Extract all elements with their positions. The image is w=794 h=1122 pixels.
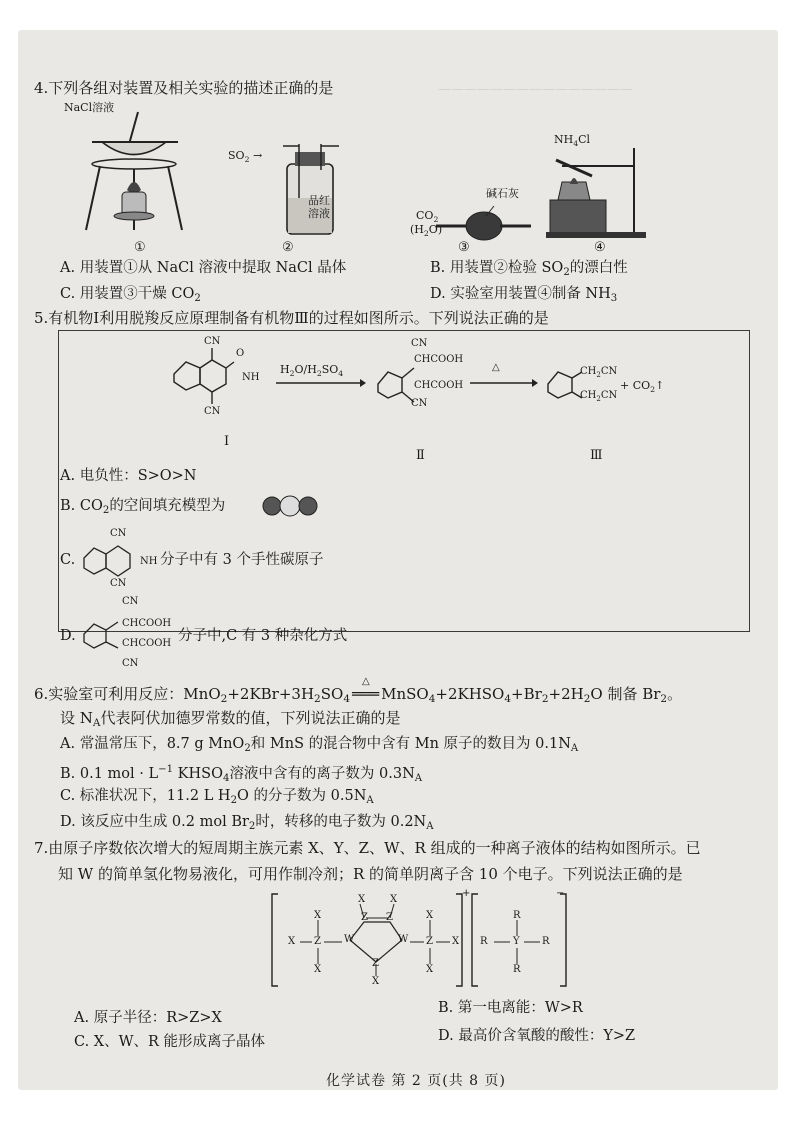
device-number-2: ② [282,240,294,255]
label-nh4cl: $NH_4Cl$ [554,133,591,148]
label-nacl-solution: NaCl溶液 [64,101,115,114]
atom-z-3: Z [386,912,393,923]
exam-page [18,30,778,1090]
mol-iii-ch2cn-1: $CH_2CN$ [580,366,618,379]
atom-x-7: X [426,910,434,921]
opt-d-chcooh-2: CHCOOH [122,638,172,649]
q7-option-d[interactable]: D. 最高价含氧酸的酸性：Y>Z [438,1028,636,1044]
q4-option-d[interactable]: D. 实验室用装置④制备 $NH_3$ [430,286,618,304]
atom-w-2: W [398,934,409,945]
mol-i-cn-top: CN [204,336,221,347]
mol-ii-chcooh-2: CHCOOH [414,380,464,391]
opt-d-chcooh-1: CHCOOH [122,618,172,629]
atom-r-3: R [513,964,521,975]
q4-option-c[interactable]: C. 用装置③干燥 $CO_2$ [60,286,201,304]
mol-label-iii: Ⅲ [590,448,603,463]
q7-option-a[interactable]: A. 原子半径：R>Z>X [74,1010,222,1026]
atom-z-1: Z [314,936,321,947]
atom-r-2: R [513,910,521,921]
opt-c-nh: NH [140,556,158,567]
apparatus-1-evaporation [82,112,192,242]
mol-ii-cn-bottom: CN [411,398,428,409]
reaction-arrow-1 [276,378,366,388]
q4-option-a[interactable]: A. 用装置①从 NaCl 溶液中提取 NaCl 晶体 [60,260,347,276]
atom-r-1: R [480,936,488,947]
label-soda-lime: 碱石灰 [486,187,519,200]
atom-x-5: X [390,894,398,905]
label-h2o: $(H_2O)$ [410,223,443,238]
opt-d-cn-top: CN [122,596,139,607]
q5-option-a[interactable]: A. 电负性：S>O>N [60,468,197,484]
label-pinhong-2: 溶液 [308,207,330,220]
device-number-4: ④ [594,240,606,255]
page-footer: 化学试卷 第 2 页(共 8 页) [326,1073,506,1089]
q5-option-b[interactable]: B. $CO_2$的空间填充模型为 [60,498,226,516]
q4-stem: 4.下列各组对装置及相关实验的描述正确的是 [34,79,334,97]
q7-option-b[interactable]: B. 第一电离能：W>R [438,1000,583,1016]
molecule-ii-ring [374,364,414,404]
q6-option-d[interactable]: D. 该反应中生成 0.2 mol $Br_2$时，转移的电子数为 $0.2N_A$ [60,814,434,832]
opt-c-cn-bottom: CN [110,578,127,589]
product-co2: + $CO_2↑$ [620,379,665,394]
co2-space-filling-model [260,496,324,516]
atom-y-1: Y [513,936,520,947]
atom-w-1: W [344,934,355,945]
mol-i-o-top: O [236,348,245,359]
q5-option-d-prefix[interactable]: D. [60,628,76,644]
q6-option-a[interactable]: A. 常温常压下，8.7 g MnO$_2$和 MnS 的混合物中含有 Mn 原子的数目为 $0.1N_A$ [60,736,579,754]
apparatus-4-nh3-prep [542,142,652,242]
atom-z-5: Z [426,936,433,947]
device-number-1: ① [134,240,146,255]
atom-z-2: Z [361,912,368,923]
mol-i-cn-bottom: CN [204,406,221,417]
q5-option-c-prefix[interactable]: C. [60,552,76,568]
mol-iii-ch2cn-2: $CH_2CN$ [580,390,618,403]
atom-x-2: X [314,910,322,921]
q6-stem-1: 6.实验室可利用反应：$MnO_2+2KBr+3H_2SO_4$ ═══ △ $MnSO_4+2KHSO_4+Br_2+2H_2O$ 制备 $Br_2$。 [34,676,683,705]
atom-x-8: X [426,964,434,975]
anion-charge: − [556,888,565,899]
reagent-label: $H_2O/H_2SO_4$ [280,363,344,378]
cation-charge: + [462,888,471,899]
mol-i-nh: NH [242,372,260,383]
q7-stem-1: 7.由原子序数依次增大的短周期主族元素 X、Y、Z、W、R 组成的一种离子液体的结构如图所示。已 [34,839,701,857]
atom-x-1: X [288,936,296,947]
q5-stem: 5.有机物Ⅰ利用脱羧反应原理制备有机物Ⅲ的过程如图所示。下列说法正确的是 [34,309,549,327]
opt-c-cn-top: CN [110,528,127,539]
label-co2: $CO_2$ [416,209,439,224]
apparatus-3-drying-tube [436,202,546,252]
label-pinhong-1: 品红 [308,194,330,207]
mol-label-i: Ⅰ [224,434,230,449]
atom-r-4: R [542,936,550,947]
molecule-iii-ring [544,364,584,404]
atom-z-4: Z [372,958,379,969]
q5-option-c[interactable]: 分子中有 3 个手性碳原子 [160,552,324,568]
mol-ii-cn-top: CN [411,338,428,349]
q6-option-c[interactable]: C. 标准状况下，11.2 L $H_2O$ 的分子数为 $0.5N_A$ [60,788,374,806]
mol-label-ii: Ⅱ [416,448,425,463]
device-number-3: ③ [458,240,470,255]
apparatus-2-wash-bottle [263,142,353,242]
q4-option-b[interactable]: B. 用装置②检验 $SO_2$的漂白性 [430,260,628,278]
label-so2: $SO_2$ → [228,149,263,164]
heat-symbol: △ [492,362,500,373]
option-d-ring [80,616,120,652]
atom-x-6: X [372,976,380,987]
atom-x-9: X [452,936,460,947]
q7-stem-2: 知 W 的简单氢化物易液化，可用作制冷剂；R 的简单阴离子含 10 个电子。下列说法正确的是 [58,865,683,883]
q7-option-c[interactable]: C. X、W、R 能形成离子晶体 [74,1034,266,1050]
atom-x-4: X [358,894,366,905]
q5-option-d[interactable]: 分子中,C 有 3 种杂化方式 [178,628,348,644]
bleed-through-text: ——————————————— [438,82,633,97]
q6-stem-2: 设 $N_A$代表阿伏加德罗常数的值，下列说法正确的是 [60,709,401,729]
reaction-arrow-2 [470,378,540,388]
q6-option-b[interactable]: B. 0.1 mol · $L^{-1}$ $KHSO_4$溶液中含有的离子数为 $0.3N_A$ [60,764,423,784]
mol-ii-chcooh-1: CHCOOH [414,354,464,365]
atom-x-3: X [314,964,322,975]
opt-d-cn-bottom: CN [122,658,139,669]
